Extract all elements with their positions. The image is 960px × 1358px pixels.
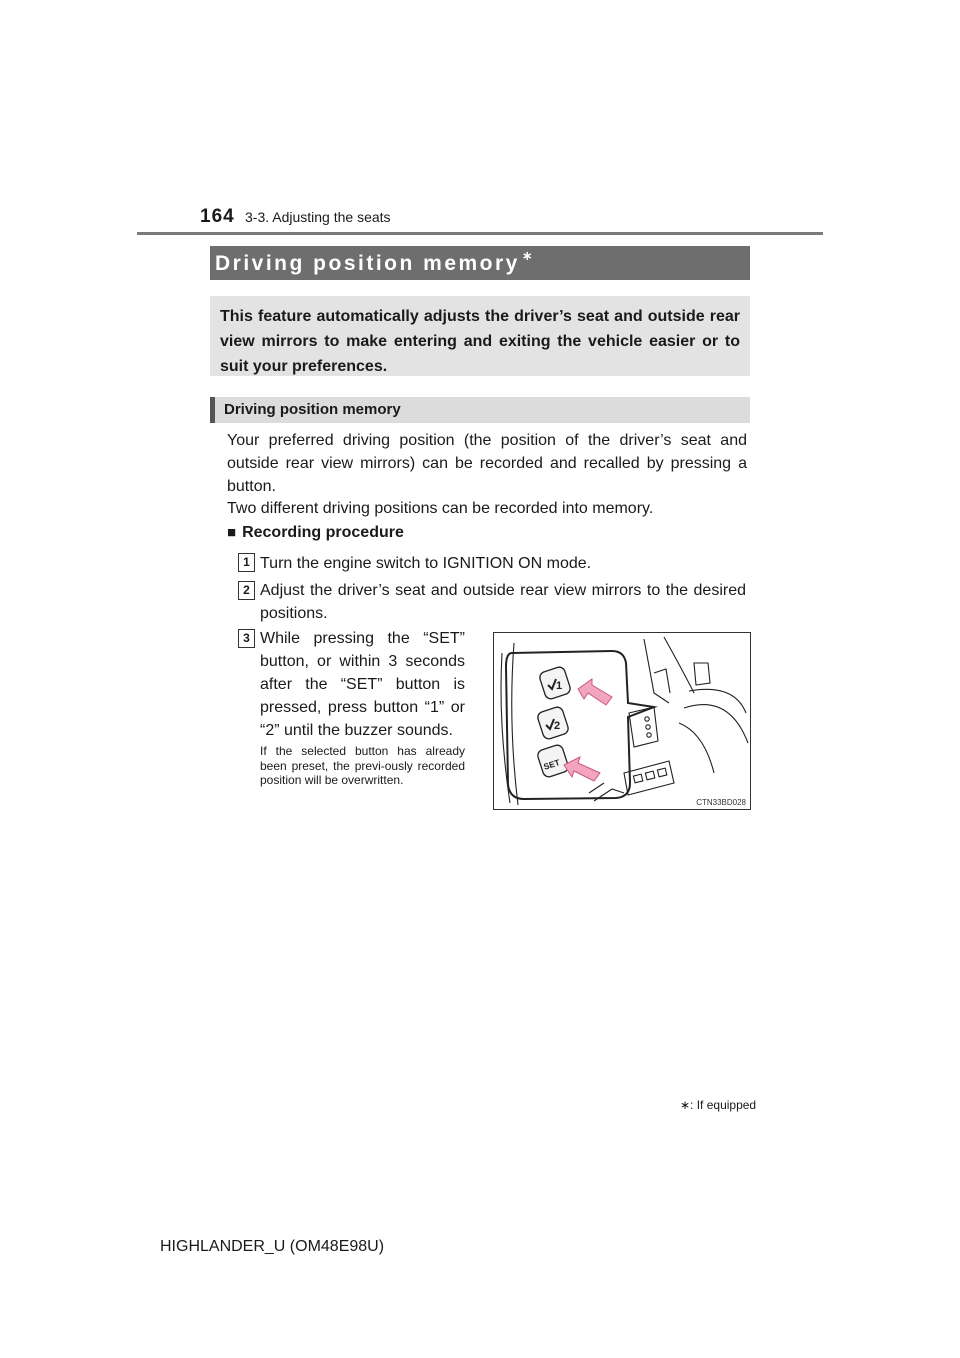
step-text-2: Adjust the driver’s seat and outside rear view mirrors to the desired positions. bbox=[260, 582, 746, 622]
step-number-3: 3 bbox=[238, 629, 255, 648]
footer-model-code: HIGHLANDER_U (OM48E98U) bbox=[160, 1238, 385, 1255]
step-number-2: 2 bbox=[238, 581, 255, 600]
set-button-label: SET bbox=[542, 757, 562, 772]
step-note-3: If the selected button has already been preset, the previ-ously recorded position will be overwritten. bbox=[260, 744, 465, 787]
section-title bbox=[215, 248, 536, 276]
arrow-to-set-button-icon bbox=[564, 757, 600, 781]
section-reference: 3-3. Adjusting the seats bbox=[245, 209, 391, 225]
door-panel-drawing bbox=[494, 633, 750, 809]
paragraph-memory-count: Two different driving positions can be recorded into memory. bbox=[227, 500, 654, 517]
subheading-accent bbox=[210, 397, 215, 423]
button-1-label: 1 bbox=[556, 680, 563, 692]
intro-box bbox=[210, 296, 750, 376]
step-text-1: Turn the engine switch to IGNITION ON mode. bbox=[260, 555, 592, 572]
arrow-to-button-1-icon bbox=[578, 679, 612, 705]
procedure-heading-text: Recording procedure bbox=[242, 524, 404, 541]
if-equipped-star: ∗ bbox=[521, 248, 536, 263]
header-divider bbox=[137, 232, 823, 235]
subheading-text: Driving position memory bbox=[224, 401, 401, 418]
page-number: 164 bbox=[200, 206, 235, 227]
footnote-if-equipped: ∗: If equipped bbox=[680, 1098, 757, 1112]
button-2-label: 2 bbox=[554, 720, 561, 732]
memory-button-illustration bbox=[493, 632, 751, 810]
step-number-1: 1 bbox=[238, 553, 255, 572]
section-title-text: Driving position memory bbox=[215, 252, 520, 275]
section-title-bar bbox=[210, 246, 750, 280]
procedure-heading bbox=[227, 524, 404, 542]
paragraph-description: Your preferred driving position (the position of the driver’s seat and outside rear view mirrors) can be recorded and recalled by pressing a button. bbox=[227, 432, 747, 495]
step-text-3: While pressing the “SET” button, or within 3 seconds after the “SET” button is pressed, press button “1” or “2” until the buzzer sounds. bbox=[260, 630, 465, 739]
intro-text: This feature automatically adjusts the driver’s seat and outside rear view mirrors to make entering and exiting the vehicle easier or to suit your preferences. bbox=[220, 308, 740, 375]
figure-code: CTN33BD028 bbox=[696, 798, 746, 807]
square-bullet-icon: ■ bbox=[227, 524, 237, 541]
subheading-bar bbox=[210, 397, 750, 423]
